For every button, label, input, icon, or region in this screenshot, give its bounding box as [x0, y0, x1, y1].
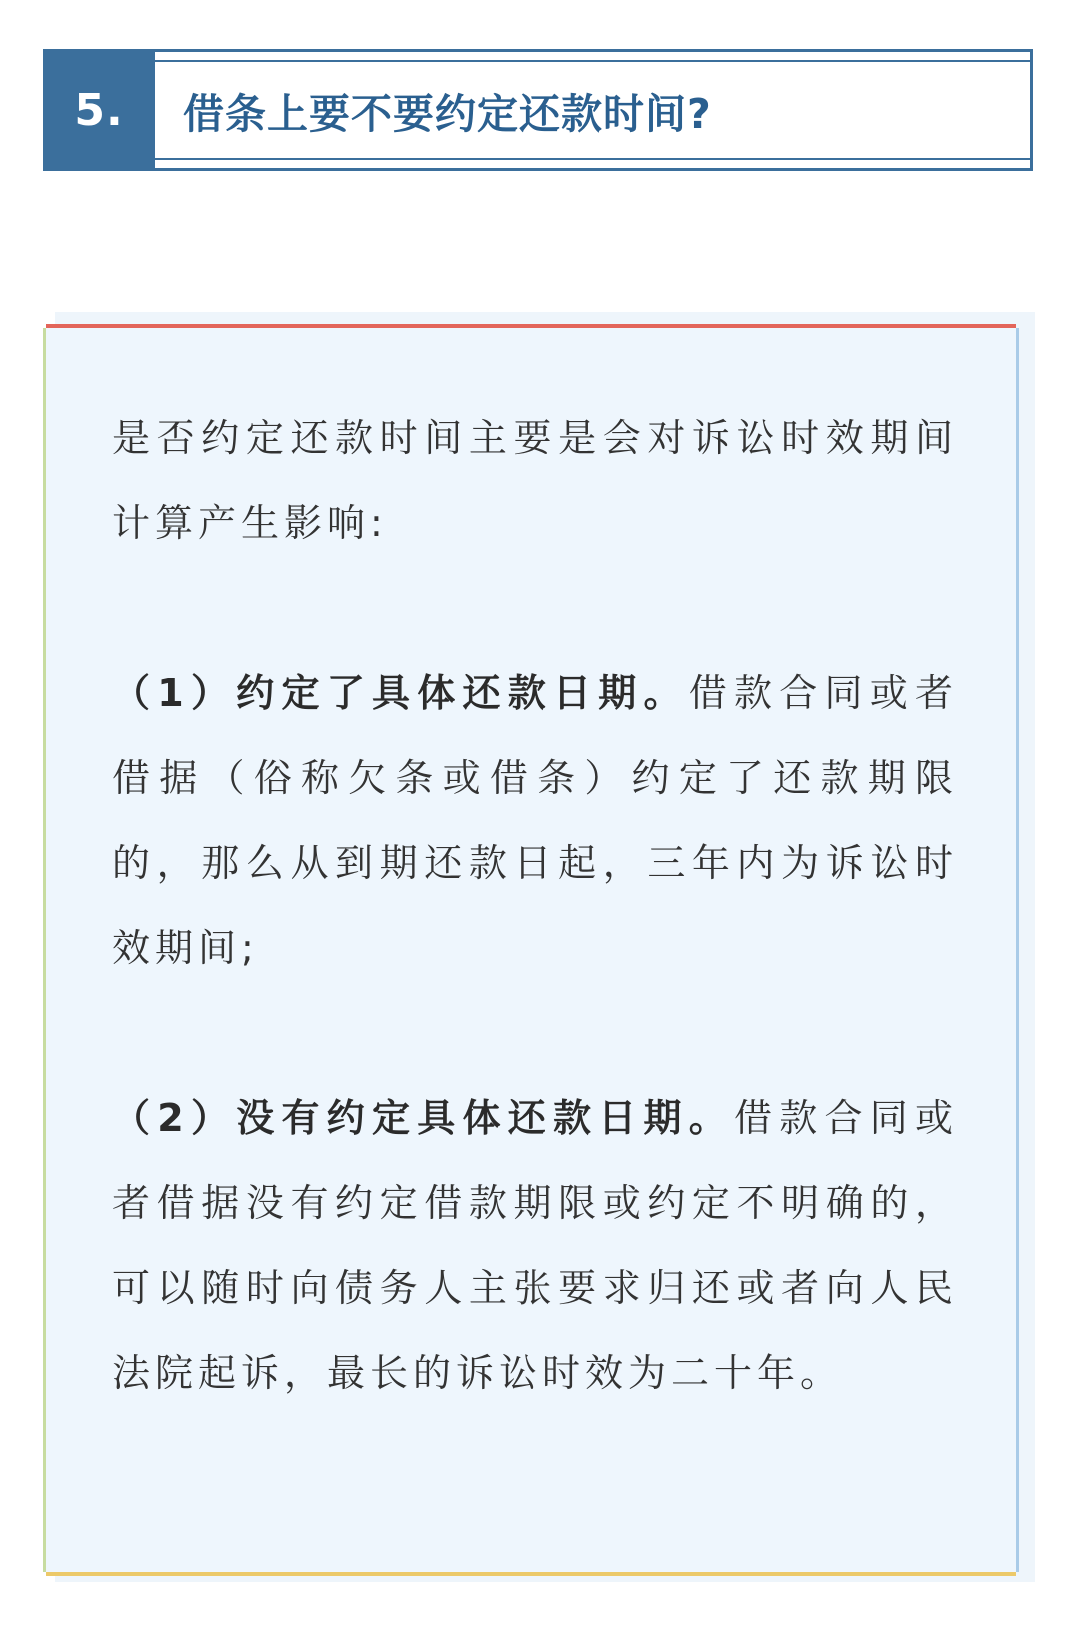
card-body [112, 396, 958, 1416]
content-card [43, 328, 1019, 1572]
item-lead-1: （1）约定了具体还款日期。 [112, 671, 689, 715]
item-paragraph-2 [112, 1076, 958, 1416]
section-number: 5. [43, 49, 155, 171]
section-header [43, 49, 1033, 171]
card-bottom-accent [46, 1572, 1016, 1576]
intro-paragraph: 是否约定还款时间主要是会对诉讼时效期间计算产生影响: [112, 416, 958, 545]
card-top-accent [46, 324, 1016, 328]
item-text-2: 借款合同或者借据没有约定借款期限或约定不明确的，可以随时向债务人主张要求归还或者向人民法院起诉，最长的诉讼时效为二十年。 [112, 1096, 958, 1395]
section-title-box [155, 49, 1033, 171]
item-text-1: 借款合同或者借据（俗称欠条或借条）约定了还款期限的，那么从到期还款日起，三年内为诉讼时效期间; [112, 671, 958, 970]
section-title: 借条上要不要约定还款时间? [183, 89, 712, 138]
item-paragraph-1 [112, 651, 958, 991]
item-lead-2: （2）没有约定具体还款日期。 [112, 1096, 734, 1140]
